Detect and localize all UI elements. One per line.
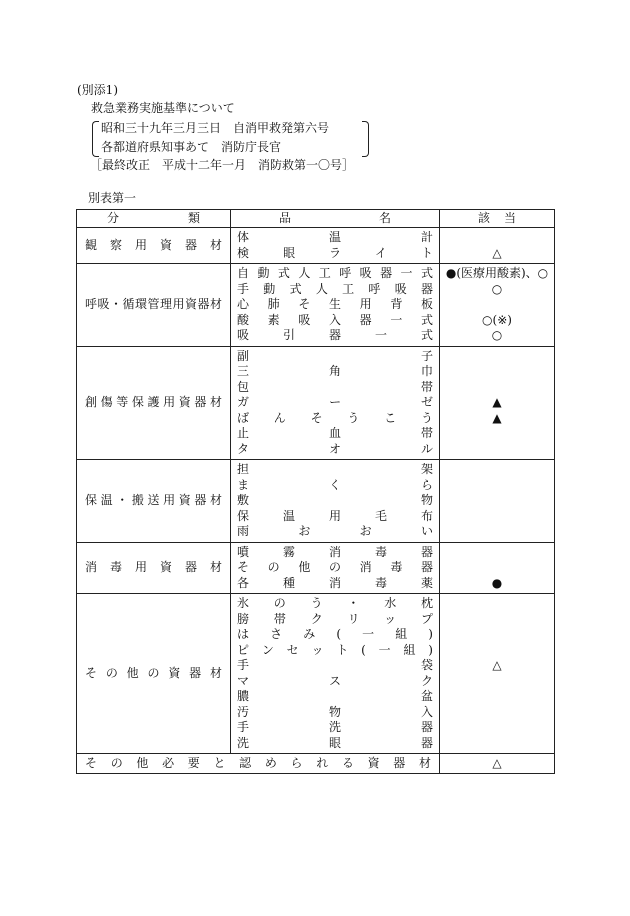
applicable-mark: △ — [492, 245, 502, 260]
item-name: 各種消毒薬 — [237, 575, 433, 590]
item-name: 噴霧消毒器 — [237, 544, 433, 559]
applicable-mark — [440, 462, 554, 478]
applicable-cell — [440, 594, 555, 754]
applicable-cell — [440, 264, 555, 347]
notice-line-1: 昭和三十九年三月三日 自消甲救発第六号 — [101, 121, 330, 135]
header-category: 分類 — [77, 210, 231, 228]
applicable-mark: ▲ — [492, 410, 502, 425]
item-name: 包帯 — [237, 379, 433, 394]
applicable-mark — [440, 705, 554, 721]
item-name: マスク — [237, 673, 433, 688]
applicable-mark — [440, 524, 554, 540]
item-name: ガーゼ — [237, 395, 433, 409]
item-name: 膿盆 — [237, 689, 433, 703]
notice-line-2: 各都道府県知事あて 消防庁長官 — [101, 140, 282, 154]
applicable-mark: ○(※) — [482, 312, 512, 327]
item-name: 保温用毛布 — [237, 508, 433, 523]
groups-body — [77, 228, 555, 754]
item-name: 手動式人工呼吸器 — [237, 281, 433, 296]
right-bracket — [362, 121, 369, 157]
item-name: その他の消毒器 — [237, 560, 433, 574]
item-name: 自動式人工呼吸器一式 — [237, 266, 433, 280]
item-name: まくら — [237, 477, 433, 492]
item-name: 副子 — [237, 348, 433, 363]
applicable-cell — [440, 346, 555, 460]
item-name: 検眼ライト — [237, 245, 433, 260]
item-name: 止血帯 — [237, 426, 433, 440]
items-cell — [231, 594, 440, 754]
applicable-mark — [440, 230, 554, 246]
table-row — [77, 460, 555, 543]
item-name: 体温計 — [237, 230, 433, 244]
items-cell — [231, 346, 440, 460]
items-cell — [231, 228, 440, 264]
applicable-mark — [440, 509, 554, 525]
equipment-table — [76, 209, 555, 774]
items-cell — [231, 264, 440, 347]
applicable-mark — [440, 297, 554, 313]
applicable-mark — [440, 612, 554, 628]
applicable-mark — [440, 364, 554, 380]
footer-mark: △ — [440, 754, 555, 774]
left-bracket — [92, 121, 99, 157]
applicable-mark — [440, 627, 554, 643]
applicable-mark: ● — [491, 575, 503, 590]
applicable-mark — [440, 643, 554, 659]
category-cell: その他の資器材 — [77, 594, 231, 754]
item-name: 吸引器一式 — [237, 328, 433, 342]
item-name: ばんそうこう — [237, 410, 433, 425]
item-name: 汚物入 — [237, 704, 433, 719]
item-name: タオル — [237, 441, 433, 456]
applicable-mark — [440, 442, 554, 458]
applicable-mark — [440, 426, 554, 442]
header-row — [77, 210, 555, 228]
item-name: 膀帯クリップ — [237, 611, 433, 626]
applicable-mark: ▲ — [492, 395, 502, 409]
items-cell — [231, 460, 440, 543]
document-title: 救急業務実施基準について — [91, 101, 235, 115]
item-name: 三角巾 — [237, 364, 433, 378]
applicable-mark: △ — [492, 658, 502, 672]
table-row — [77, 228, 555, 264]
table-row — [77, 594, 555, 754]
applicable-mark — [440, 380, 554, 396]
applicable-mark — [440, 689, 554, 705]
applicable-cell — [440, 542, 555, 594]
item-name: 敷物 — [237, 493, 433, 507]
header-name: 品名 — [231, 210, 440, 228]
applicable-cell — [440, 228, 555, 264]
applicable-mark — [440, 736, 554, 752]
item-name: 心肺そ生用背板 — [237, 297, 433, 311]
header-applicable: 該当 — [440, 210, 555, 228]
applicable-mark — [440, 720, 554, 736]
item-name: 洗眼器 — [237, 735, 433, 750]
category-cell: 観察用資器材 — [77, 228, 231, 264]
applicable-mark — [440, 596, 554, 612]
table-row — [77, 264, 555, 347]
category-cell: 呼吸・循環管理用資器材 — [77, 264, 231, 347]
applicable-mark — [440, 560, 554, 576]
attachment-label: (別添1) — [77, 83, 118, 97]
applicable-cell — [440, 460, 555, 543]
footer-row — [77, 754, 555, 774]
table-row — [77, 346, 555, 460]
applicable-mark: ●(医療用酸素)、○ — [445, 266, 549, 280]
applicable-mark — [440, 674, 554, 690]
table-row — [77, 542, 555, 594]
item-name: 雨おおい — [237, 524, 433, 538]
applicable-mark: ○ — [491, 328, 503, 342]
footer-label: その他必要と認められる資器材 — [77, 754, 440, 774]
item-name: 酸素吸入器一式 — [237, 312, 433, 327]
item-name: はさみ(一組) — [237, 627, 433, 641]
item-name: 手袋 — [237, 658, 433, 672]
category-cell: 創傷等保護用資器材 — [77, 346, 231, 460]
item-name: 氷のう・水枕 — [237, 596, 433, 610]
applicable-mark — [440, 545, 554, 561]
applicable-mark — [440, 349, 554, 365]
applicable-mark — [440, 493, 554, 509]
revision-note: ［最終改正 平成十二年一月 消防救第一〇号］ — [90, 158, 355, 172]
item-name: ピンセット(一組) — [237, 642, 433, 657]
item-name: 担架 — [237, 462, 433, 476]
category-cell: 保温・搬送用資器材 — [77, 460, 231, 543]
item-name: 手洗器 — [237, 720, 433, 734]
table-title: 別表第一 — [88, 191, 137, 205]
applicable-mark: ○ — [491, 281, 503, 296]
applicable-mark — [440, 478, 554, 494]
items-cell — [231, 542, 440, 594]
category-cell: 消毒用資器材 — [77, 542, 231, 594]
